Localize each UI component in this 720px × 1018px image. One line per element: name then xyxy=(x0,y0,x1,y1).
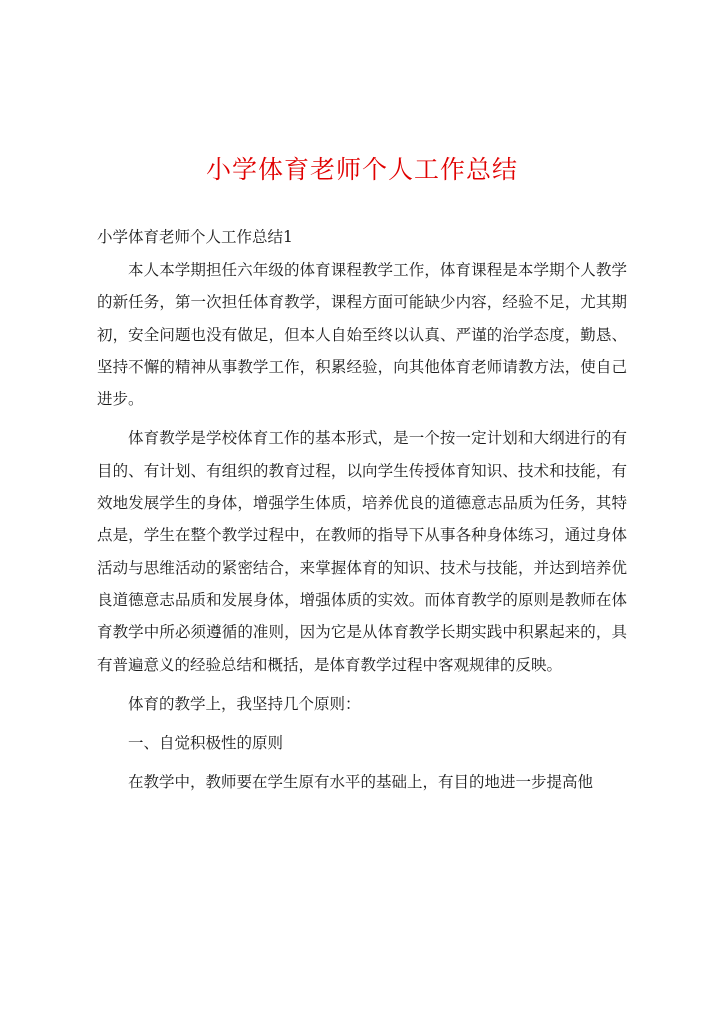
paragraph-2: 体育教学是学校体育工作的基本形式，是一个按一定计划和大纲进行的有目的、有计划、有组织的教育过程，以向学生传授体育知识、技术和技能，有效地发展学生的身体，增强学生体质，培养优良的道德意志品质为任务，其特点是，学生在整个教学过程中，在教师的指导下从事各种身体练习，通过身体活动与思维活动的紧密结合，来掌握体育的知识、技术与技能，并达到培养优良道德意志品质和发展身体，增强体质的实效。而体育教学的原则是教师在体育教学中所必须遵循的准则，因为它是从体育教学长期实践中积累起来的，具有普遍意义的经验总结和概括，是体育教学过程中客观规律的反映。 xyxy=(97,429,627,674)
paragraph-5: 在教学中，教师要在学生原有水平的基础上，有目的地进一步提高他 xyxy=(128,773,594,792)
document-title: 小学体育老师个人工作总结 xyxy=(205,155,518,184)
paragraph-3: 体育的教学上，我坚持几个原则： xyxy=(128,694,361,713)
paragraph-4-principle-heading: 一、自觉积极性的原则 xyxy=(128,734,284,753)
paragraph-1: 本人本学期担任六年级的体育课程教学工作，体育课程是本学期个人教学的新任务，第一次担任体育教学，课程方面可能缺少内容，经验不足，尤其期初，安全问题也没有做足，但本人自始至终以认真、严谨的治学态度，勤恳、坚持不懈的精神从事教学工作，积累经验，向其他体育老师请教方法，使自己进步。 xyxy=(97,261,627,409)
section-heading: 小学体育老师个人工作总结1 xyxy=(97,228,293,246)
